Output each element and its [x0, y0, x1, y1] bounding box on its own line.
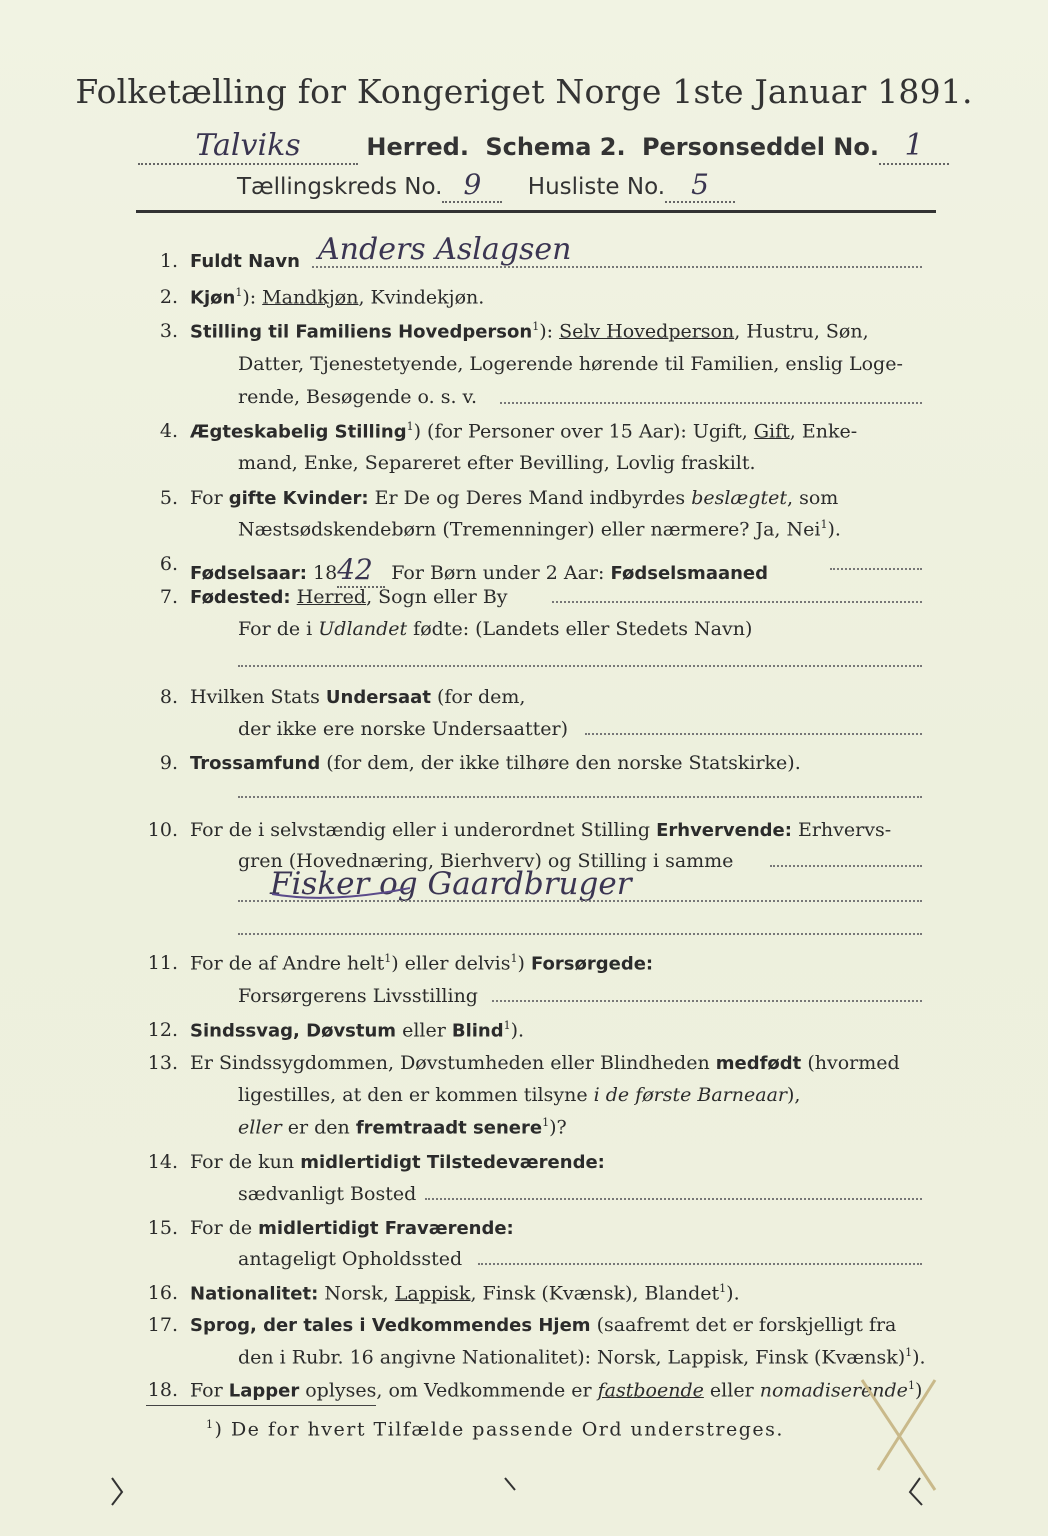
- item-7-label: Fødested:: [190, 587, 291, 608]
- item-number: 10.: [147, 819, 178, 841]
- item-17-label: Sprog, der tales i Vedkommendes Hjem: [190, 1315, 591, 1336]
- item-15-text: For de: [190, 1217, 259, 1239]
- item-14-label: midlertidigt Tilstedeværende:: [300, 1152, 605, 1173]
- item-8-text: (for dem,: [430, 686, 526, 708]
- item-18-label: Lapper: [228, 1380, 300, 1402]
- item-10-occupation-value: Fisker og Gaardbruger: [270, 866, 632, 902]
- kreds-value: 9: [442, 168, 502, 203]
- item-12-label-2: Blind: [451, 1020, 504, 1042]
- item-12-label: Sindssvag, Døvstum: [190, 1020, 397, 1042]
- item-5-text: ).: [827, 518, 841, 541]
- item-13-text: Er Sindssygdommen, Døvstumheden eller Blindheden: [190, 1052, 716, 1074]
- item-10-line2: gren (Hovednæring, Bierhverv) og Stilling i samme: [238, 850, 734, 872]
- item-6-label-2: Fødselsmaaned: [610, 563, 769, 584]
- item-13-italic: eller: [238, 1116, 282, 1139]
- herred-label: Herred.: [366, 133, 469, 161]
- item-17-text: den i Rubr. 16 angivne Nationalitet): Norsk, Lappisk, Finsk (Kvænsk): [238, 1346, 906, 1369]
- item-16-text: , Finsk (Kvænsk), Blandet: [470, 1282, 720, 1305]
- item-13-label: medfødt: [715, 1053, 802, 1074]
- item-2-option: , Kvindekjøn.: [358, 286, 485, 309]
- item-4-option-selected: Gift: [753, 420, 790, 443]
- footnote-ref: 1: [820, 518, 828, 531]
- item-number: 12.: [147, 1019, 178, 1041]
- item-11-line2: Forsørgerens Livsstilling: [238, 985, 478, 1007]
- footnote-ref: 1: [532, 320, 540, 333]
- footnote-ref: 1: [905, 1346, 913, 1359]
- item-number: 3.: [159, 320, 178, 342]
- item-7-text: fødte: (Landets eller Stedets Navn): [407, 618, 753, 640]
- item-18-text: For: [190, 1379, 229, 1402]
- item-2-label: Kjøn: [190, 287, 236, 309]
- item-5-italic: beslægtet: [691, 487, 787, 509]
- schema-label: Schema 2.: [485, 133, 626, 161]
- item-11-text: For de af Andre helt: [190, 952, 385, 975]
- item-11-text: ) eller delvis: [391, 952, 511, 975]
- item-1-label: Fuldt Navn: [190, 251, 300, 272]
- footnote-ref: 1: [235, 286, 243, 299]
- item-17-text: ).: [912, 1346, 926, 1369]
- item-13-text: )?: [549, 1116, 567, 1139]
- item-4-text: , Enke-: [789, 420, 858, 443]
- item-5-text: Næstsødskendebørn (Tremenninger) eller nærmere? Ja, Nei: [238, 518, 821, 541]
- footnote-ref: 1: [206, 1418, 215, 1431]
- item-16-text: Norsk,: [318, 1282, 395, 1305]
- item-13-text: er den: [281, 1116, 356, 1139]
- item-number: 14.: [147, 1151, 178, 1173]
- item-16-text: ).: [726, 1282, 740, 1305]
- item-17-text: (saafremt det er forskjelligt fra: [590, 1314, 897, 1336]
- item-3-text: , Hustru, Søn,: [734, 320, 869, 343]
- item-4-line2: mand, Enke, Separeret efter Bevilling, Lovlig fraskilt.: [238, 452, 756, 474]
- item-13-text: ),: [787, 1084, 801, 1106]
- husliste-label: Husliste No.: [527, 174, 666, 200]
- footnote-ref: 1: [510, 952, 518, 965]
- item-3-label: Stilling til Familiens Hovedperson: [190, 321, 533, 343]
- herred-value: Talviks: [138, 128, 358, 165]
- item-4-label: Ægteskabelig Stilling: [190, 421, 407, 443]
- item-15-line2: antageligt Opholdssted: [238, 1248, 463, 1270]
- item-9-label: Trossamfund: [190, 753, 321, 774]
- item-number: 16.: [147, 1282, 178, 1304]
- item-7-option-selected: Herred: [296, 586, 367, 608]
- item-2-option-selected: Mandkjøn: [262, 286, 359, 309]
- footnote-text: ) De for hvert Tilfælde passende Ord understreges.: [214, 1418, 784, 1441]
- item-6-year-value: 42: [337, 553, 385, 588]
- item-5-label: gifte Kvinder:: [228, 488, 369, 509]
- item-12-text: eller: [396, 1019, 452, 1042]
- item-1-name-value: Anders Aslagsen: [318, 232, 572, 267]
- item-18-text: ).: [914, 1379, 929, 1402]
- item-number: 15.: [147, 1217, 178, 1239]
- item-18-text: eller: [703, 1379, 760, 1402]
- item-3-line2: Datter, Tjenestetyende, Logerende hørende til Familien, enslig Loge-: [238, 353, 903, 375]
- item-4-text: ) (for Personer over 15 Aar): Ugift,: [413, 420, 754, 443]
- item-6-text: For Børn under 2 Aar:: [385, 562, 611, 584]
- item-13-italic: i de første Barneaar: [593, 1084, 787, 1106]
- item-14-line2: sædvanligt Bosted: [238, 1183, 417, 1205]
- item-10-text: Erhvervs-: [791, 819, 892, 841]
- item-9-text: (for dem, der ikke tilhøre den norske Statskirke).: [320, 752, 801, 774]
- item-15-label: midlertidigt Fraværende:: [258, 1218, 514, 1239]
- item-5-text: For: [190, 487, 229, 509]
- item-8-line2: der ikke ere norske Undersaatter): [238, 718, 568, 740]
- item-number: 6.: [159, 553, 178, 575]
- item-8-text: Hvilken Stats: [190, 686, 326, 708]
- item-11-text: ): [517, 952, 531, 975]
- item-16-option-selected: Lappisk: [394, 1282, 471, 1305]
- item-number: 1.: [159, 250, 178, 272]
- personseddel-value: 1: [879, 128, 949, 165]
- item-14-text: For de kun: [190, 1151, 301, 1173]
- item-10-text: For de i selvstændig eller i underordnet Stilling: [190, 819, 657, 841]
- item-2-text: ):: [242, 286, 263, 309]
- item-18-text: oplyses, om Vedkommende er: [299, 1379, 598, 1402]
- item-18-option-selected: fastboende: [597, 1379, 704, 1402]
- item-3-line3: rende, Besøgende o. s. v.: [238, 386, 478, 408]
- item-number: 13.: [147, 1052, 178, 1074]
- item-number: 9.: [159, 752, 178, 774]
- item-number: 5.: [159, 487, 178, 509]
- item-number: 8.: [159, 686, 178, 708]
- item-number: 18.: [147, 1379, 178, 1401]
- footnote-ref: 1: [503, 1019, 511, 1032]
- item-number: 2.: [159, 286, 178, 308]
- personseddel-label: Personseddel No.: [641, 133, 879, 161]
- item-5-text: , som: [786, 487, 839, 509]
- item-5-text: Er De og Deres Mand indbyrdes: [368, 487, 692, 509]
- item-7-text: , Sogn eller By: [366, 586, 508, 608]
- item-number: 11.: [147, 952, 178, 974]
- item-11-label: Forsørgede:: [530, 953, 654, 975]
- item-10-label: Erhvervende:: [656, 820, 792, 841]
- item-3-option-selected: Selv Hovedperson: [559, 320, 735, 343]
- item-6-label: Fødselsaar:: [190, 563, 307, 584]
- item-3-text: ):: [539, 320, 560, 343]
- footnote-ref: 1: [542, 1116, 550, 1129]
- husliste-value: 5: [665, 168, 735, 203]
- item-12-text: ).: [510, 1019, 525, 1042]
- item-7-italic: Udlandet: [318, 618, 408, 640]
- item-number: 7.: [159, 586, 178, 608]
- item-16-label: Nationalitet:: [190, 1283, 319, 1305]
- item-number: 4.: [159, 420, 178, 442]
- item-13-label-2: fremtraadt senere: [355, 1117, 543, 1139]
- item-8-label: Undersaat: [325, 687, 431, 708]
- kreds-label: Tællingskreds No.: [237, 174, 443, 200]
- item-number: 17.: [147, 1314, 178, 1336]
- form-title: Folketælling for Kongeriget Norge 1ste Januar 1891.: [75, 72, 973, 111]
- item-13-text: (hvormed: [801, 1052, 900, 1074]
- item-6-text: 18: [307, 562, 338, 584]
- footnote-ref: 1: [406, 420, 414, 433]
- item-18-italic: nomadiserende: [759, 1379, 908, 1402]
- item-13-text: ligestilles, at den er kommen tilsyne: [238, 1084, 594, 1106]
- footnote-ref: 1: [907, 1379, 915, 1392]
- footnote-ref: 1: [384, 952, 392, 965]
- footnote-ref: 1: [719, 1282, 727, 1295]
- item-7-text: For de i: [238, 618, 319, 640]
